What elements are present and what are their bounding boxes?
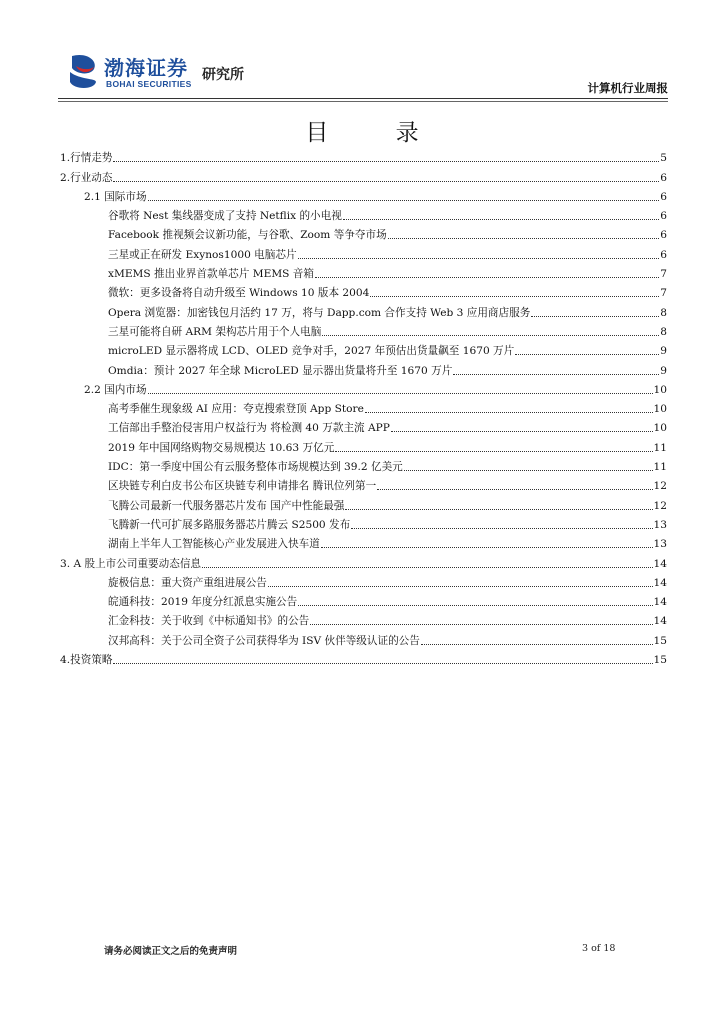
toc-entry[interactable]	[60, 648, 667, 667]
toc-dot-leader	[404, 469, 653, 471]
toc-entry-page: 5	[660, 152, 667, 165]
toc-entry[interactable]	[60, 435, 667, 454]
toc-entry-title: 4.投资策略	[60, 654, 113, 667]
header-divider	[58, 98, 668, 99]
toc-dot-leader	[365, 411, 653, 413]
toc-entry[interactable]	[60, 513, 667, 532]
institute-name: 研究所	[202, 67, 244, 83]
toc-entry-page: 8	[660, 306, 667, 319]
toc-entry[interactable]	[60, 223, 667, 242]
toc-entry-page: 6	[660, 229, 667, 242]
toc-entry-title: 微软：更多设备将自动升级至 Windows 10 版本 2004	[108, 287, 370, 300]
toc-entry[interactable]	[60, 532, 667, 551]
toc-entry[interactable]	[60, 339, 667, 358]
toc-entry[interactable]	[60, 474, 667, 493]
toc-entry-title: 区块链专利白皮书公布区块链专利申请排名 腾讯位列第一	[108, 480, 377, 493]
header-divider-thin	[58, 101, 668, 102]
toc-dot-leader	[148, 199, 660, 201]
toc-entry-title: microLED 显示器将成 LCD、OLED 竞争对手，2027 年预估出货量飙至 1670 万片	[108, 345, 515, 358]
toc-dot-leader	[515, 353, 659, 355]
toc-dot-leader	[421, 643, 653, 645]
toc-dot-leader	[321, 546, 653, 548]
toc-dot-leader	[531, 315, 659, 317]
toc-entry[interactable]	[60, 378, 667, 397]
toc-entry-title: IDC：第一季度中国公有云服务整体市场规模达到 39.2 亿美元	[108, 461, 403, 474]
toc-entry-page: 8	[660, 325, 667, 338]
toc-entry-page: 14	[653, 596, 667, 609]
toc-dot-leader	[351, 527, 652, 529]
toc-entry-page: 12	[653, 499, 667, 512]
toc-dot-leader	[391, 430, 653, 432]
toc-entry[interactable]	[60, 242, 667, 261]
toc-title: 目 录	[305, 120, 449, 146]
toc-entry-page: 13	[653, 538, 667, 551]
toc-dot-leader	[377, 488, 652, 490]
toc-entry-title: 2.2 国内市场	[84, 383, 147, 396]
toc-entry-title: 汇金科技：关于收到《中标通知书》的公告	[108, 615, 310, 628]
toc-entry[interactable]	[60, 416, 667, 435]
table-of-contents	[60, 146, 667, 667]
toc-entry[interactable]	[60, 320, 667, 339]
toc-entry-title: Opera 浏览器：加密钱包月活约 17 万，将与 Dapp.com 合作支持 Web 3 应用商店服务	[108, 306, 531, 319]
toc-entry-page: 10	[653, 403, 667, 416]
toc-dot-leader	[345, 508, 652, 510]
toc-entry-page: 14	[653, 576, 667, 589]
bohai-securities-logo	[66, 48, 246, 96]
toc-entry[interactable]	[60, 628, 667, 647]
toc-dot-leader	[335, 450, 652, 452]
toc-dot-leader	[322, 334, 659, 336]
toc-entry-title: 高考季催生现象级 AI 应用：夸克搜索登顶 App Store	[108, 403, 364, 416]
toc-entry-title: 3. A 股上市公司重要动态信息	[60, 557, 202, 570]
toc-entry-page: 10	[653, 383, 667, 396]
toc-entry-title: 飞腾新一代可扩展多路服务器芯片腾云 S2500 发布	[108, 518, 351, 531]
logo-chinese-name: 渤海证券	[104, 56, 188, 80]
toc-entry-page: 14	[653, 615, 667, 628]
report-type-label: 计算机行业周报	[587, 81, 668, 95]
toc-entry-page: 10	[653, 422, 667, 435]
logo-english-name: BOHAI SECURITIES	[106, 79, 192, 89]
toc-entry[interactable]	[60, 609, 667, 628]
bohai-logo-icon	[66, 52, 100, 90]
toc-entry-page: 13	[653, 518, 667, 531]
page-indicator: 3 of 18	[582, 943, 616, 954]
toc-dot-leader	[370, 295, 659, 297]
toc-entry-page: 7	[660, 287, 667, 300]
toc-entry-page: 7	[660, 268, 667, 281]
toc-dot-leader	[310, 623, 652, 625]
page-header	[0, 0, 724, 105]
toc-entry-page: 6	[660, 171, 667, 184]
toc-entry[interactable]	[60, 204, 667, 223]
toc-entry-title: 旋极信息：重大资产重组进展公告	[108, 576, 267, 589]
toc-entry-page: 6	[660, 248, 667, 261]
toc-dot-leader	[268, 585, 653, 587]
toc-entry-title: 2019 年中国网络购物交易规模达 10.63 万亿元	[108, 441, 335, 454]
toc-entry[interactable]	[60, 165, 667, 184]
toc-entry-title: 工信部出手整治侵害用户权益行为 将检测 40 万款主流 APP	[108, 422, 390, 435]
toc-entry-page: 11	[653, 441, 667, 454]
toc-entry-page: 6	[660, 210, 667, 223]
toc-entry[interactable]	[60, 185, 667, 204]
toc-entry[interactable]	[60, 493, 667, 512]
toc-entry-page: 9	[660, 345, 667, 358]
toc-entry[interactable]	[60, 590, 667, 609]
toc-entry-title: 2.行业动态	[60, 171, 113, 184]
toc-entry-page: 15	[653, 634, 667, 647]
toc-entry-title: 2.1 国际市场	[84, 190, 147, 203]
toc-entry[interactable]	[60, 397, 667, 416]
toc-dot-leader	[113, 160, 659, 162]
toc-entry[interactable]	[60, 146, 667, 165]
toc-entry-page: 12	[653, 480, 667, 493]
toc-entry-title: 三星或正在研发 Exynos1000 电脑芯片	[108, 248, 297, 261]
toc-entry-title: 汉邦高科：关于公司全资子公司获得华为 ISV 伙伴等级认证的公告	[108, 634, 420, 647]
toc-dot-leader	[453, 373, 659, 375]
toc-entry[interactable]	[60, 358, 667, 377]
disclaimer-note: 请务必阅读正文之后的免责声明	[104, 946, 238, 957]
toc-entry-title: 1.行情走势	[60, 152, 113, 165]
toc-dot-leader	[388, 237, 660, 239]
toc-entry-page: 11	[653, 461, 667, 474]
toc-entry-page: 6	[660, 190, 667, 203]
toc-entry[interactable]	[60, 281, 667, 300]
toc-entry-page: 9	[660, 364, 667, 377]
toc-dot-leader	[343, 218, 659, 220]
toc-entry-title: 皖通科技：2019 年度分红派息实施公告	[108, 596, 298, 609]
toc-entry-title: Omdia：预计 2027 年全球 MicroLED 显示器出货量将升至 1670 万片	[108, 364, 453, 377]
toc-entry-title: Facebook 推视频会议新功能，与谷歌、Zoom 等争夺市场	[108, 229, 387, 242]
toc-entry-page: 14	[653, 557, 667, 570]
toc-entry[interactable]	[60, 300, 667, 319]
toc-entry-title: 谷歌将 Nest 集线器变成了支持 Netflix 的小电视	[108, 210, 342, 223]
toc-dot-leader	[298, 257, 660, 259]
toc-entry[interactable]	[60, 455, 667, 474]
toc-dot-leader	[202, 566, 652, 568]
toc-dot-leader	[315, 276, 659, 278]
toc-entry[interactable]	[60, 571, 667, 590]
toc-dot-leader	[148, 392, 653, 394]
toc-entry-title: 飞腾公司最新一代服务器芯片发布 国产中性能最强	[108, 499, 345, 512]
toc-dot-leader	[113, 662, 652, 664]
toc-dot-leader	[113, 180, 659, 182]
toc-dot-leader	[298, 604, 652, 606]
toc-entry-title: 湖南上半年人工智能核心产业发展进入快车道	[108, 538, 320, 551]
toc-entry-title: xMEMS 推出业界首款单芯片 MEMS 音箱	[108, 268, 314, 281]
toc-entry[interactable]	[60, 551, 667, 570]
toc-entry-title: 三星可能将自研 ARM 架构芯片用于个人电脑	[108, 325, 322, 338]
toc-entry[interactable]	[60, 262, 667, 281]
toc-entry-page: 15	[653, 654, 667, 667]
